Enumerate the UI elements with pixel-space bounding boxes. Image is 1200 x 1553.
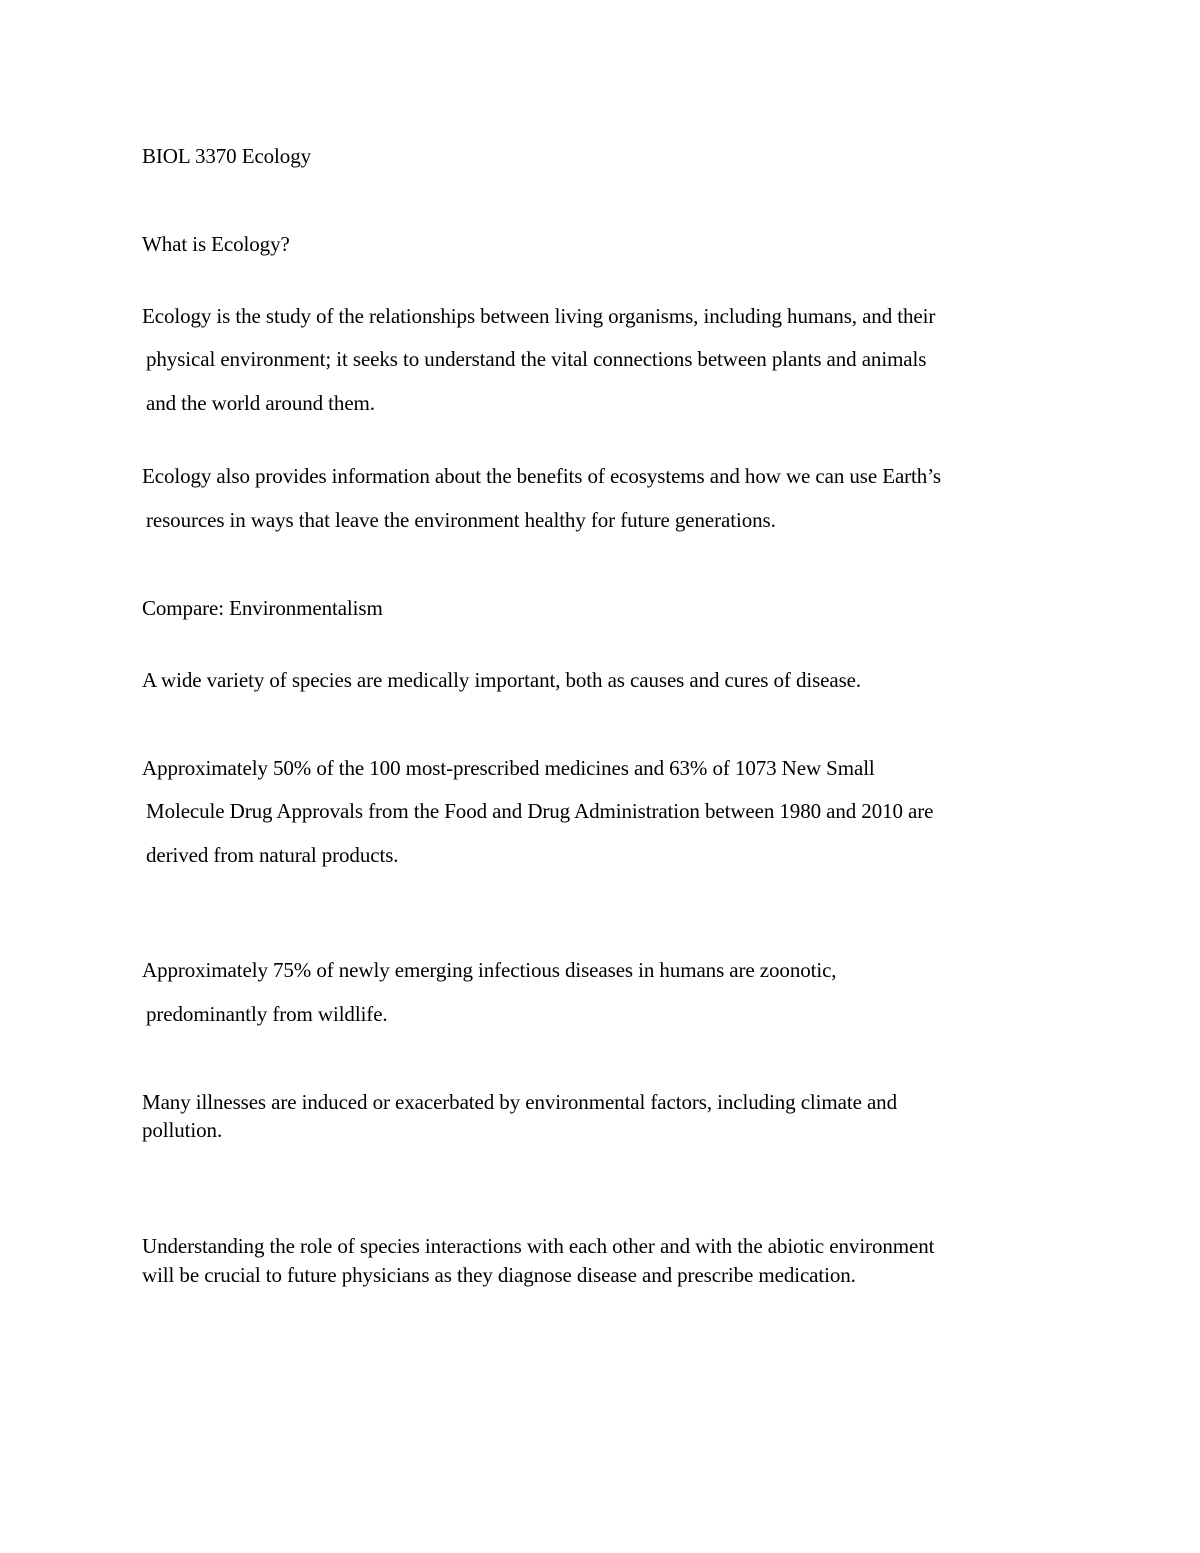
- medicines-line-3: derived from natural products.: [146, 843, 399, 867]
- compare-heading: Compare: Environmentalism: [142, 596, 383, 620]
- understanding-line-2: will be crucial to future physicians as they diagnose disease and prescribe medication.: [142, 1263, 856, 1287]
- understanding-line-1: Understanding the role of species interactions with each other and with the abiotic environment: [142, 1234, 935, 1258]
- definition-line-3: and the world around them.: [146, 391, 375, 415]
- zoonotic-line-1: Approximately 75% of newly emerging infectious diseases in humans are zoonotic,: [142, 958, 837, 982]
- question-heading: What is Ecology?: [142, 232, 290, 256]
- benefits-line-2: resources in ways that leave the environment healthy for future generations.: [146, 508, 776, 532]
- zoonotic-line-2: predominantly from wildlife.: [146, 1002, 388, 1026]
- definition-line-1: Ecology is the study of the relationships between living organisms, including humans, and their: [142, 304, 936, 328]
- medical-species-paragraph: A wide variety of species are medically important, both as causes and cures of disease.: [142, 668, 862, 692]
- definition-line-2: physical environment; it seeks to understand the vital connections between plants and animals: [146, 347, 927, 371]
- medicines-line-2: Molecule Drug Approvals from the Food and Drug Administration between 1980 and 2010 are: [146, 799, 934, 823]
- benefits-line-1: Ecology also provides information about the benefits of ecosystems and how we can use Earth’s: [142, 464, 941, 488]
- medicines-line-1: Approximately 50% of the 100 most-prescribed medicines and 63% of 1073 New Small: [142, 756, 875, 780]
- illnesses-line-2: pollution.: [142, 1118, 223, 1142]
- illnesses-line-1: Many illnesses are induced or exacerbated by environmental factors, including climate and: [142, 1090, 897, 1114]
- course-title: BIOL 3370 Ecology: [142, 144, 311, 168]
